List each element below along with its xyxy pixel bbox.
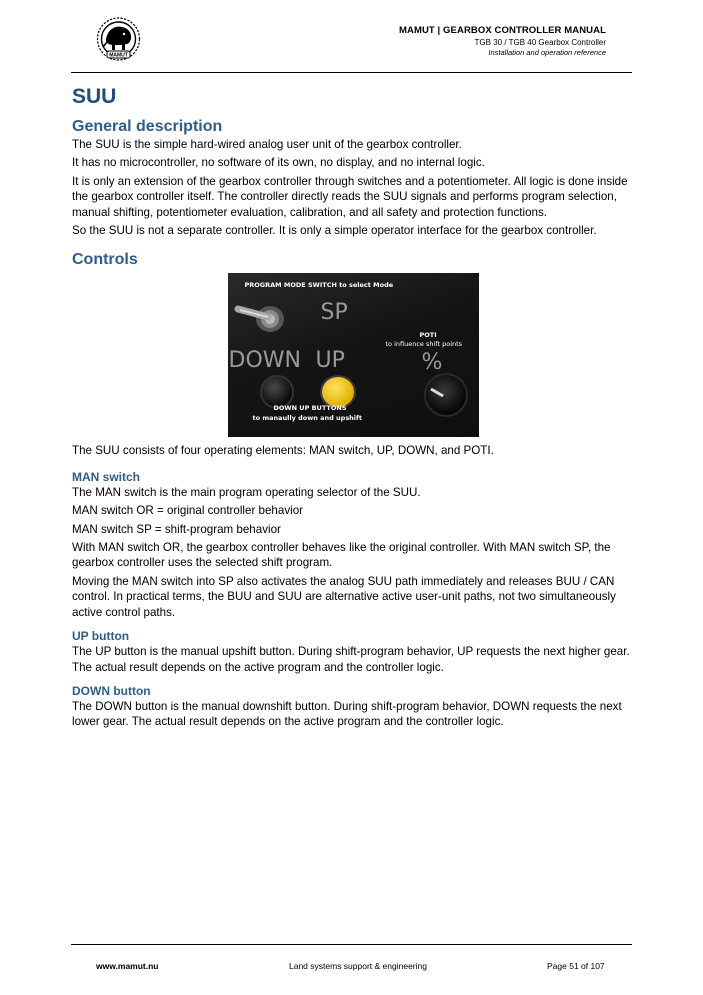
section-heading-down-button: DOWN button xyxy=(72,683,151,698)
header-note: Installation and operation reference xyxy=(488,48,606,57)
footer-page-number: Page 51 of 107 xyxy=(547,961,605,971)
section-heading-up-button: UP button xyxy=(72,629,130,644)
man-switch-paragraph-3: MAN switch SP = shift-program behavior xyxy=(72,522,281,536)
header-divider xyxy=(71,72,632,73)
suu-panel-photo xyxy=(228,273,479,437)
photo-label-up: UP xyxy=(315,348,345,374)
photo-label-buttons: DOWN UP BUTTONS xyxy=(273,404,347,413)
footer-divider xyxy=(71,944,632,945)
footer-center-text: Land systems support & engineering xyxy=(289,961,427,971)
photo-label-poti-desc: to influence shift points xyxy=(385,340,463,349)
general-paragraph-2: It has no microcontroller, no software of its own, no display, and no internal logic. xyxy=(72,156,485,170)
header-subtitle: TGB 30 / TGB 40 Gearbox Controller xyxy=(474,38,606,47)
mamut-logo xyxy=(95,16,142,62)
photo-label-switch: PROGRAM MODE SWITCH to select Mode xyxy=(244,281,394,290)
down-button-paragraph: The DOWN button is the manual downshift button. During shift-program behavior, DOWN requests the next lower gear. The actual result depends on the active program and the controller logic. xyxy=(72,699,622,729)
poti-knob-photo xyxy=(424,373,468,417)
up-button-paragraph: The UP button is the manual upshift button. During shift-program behavior, UP requests the next higher gear. The actual result depends on the active program and the controller logic. xyxy=(72,645,630,674)
footer-website: www.mamut.nu xyxy=(96,961,159,971)
photo-label-down: DOWN xyxy=(228,348,301,374)
photo-label-poti: POTI xyxy=(419,331,437,340)
photo-label-buttons-desc: to manaully down and upshift xyxy=(252,414,362,423)
section-heading-general: General description xyxy=(72,118,223,135)
header-title: MAMUT | GEARBOX CONTROLLER MANUAL xyxy=(398,25,606,36)
section-heading-man-switch: MAN switch xyxy=(72,469,141,484)
section-heading-controls: Controls xyxy=(72,251,138,269)
logo-text: MAMUT xyxy=(109,52,128,59)
photo-label-percent: % xyxy=(421,350,443,376)
main-content xyxy=(72,84,634,733)
man-switch-paragraph-5: Moving the MAN switch into SP also activates the analog SUU path immediately and releases BUU / CAN control. In practical terms, the BUU and SUU are alternative active user-unit paths, not two simultaneously active control paths. xyxy=(72,574,616,619)
page-title: SUU xyxy=(72,85,117,108)
controls-intro: The SUU consists of four operating elements: MAN switch, UP, DOWN, and POTI. xyxy=(72,444,494,458)
toggle-switch-icon xyxy=(232,295,292,341)
general-paragraph-3: It is only an extension of the gearbox controller through switches and a potentiometer. All logic is done inside the gearbox controller itself. The controller directly reads the SUU signals and performs program selection, manual shifting, potentiometer evaluation, calibration, and all safety and protection functions. xyxy=(72,174,628,219)
general-paragraph-1: The SUU is the simple hard-wired analog user unit of the gearbox controller. xyxy=(72,138,462,151)
general-paragraph-4: So the SUU is not a separate controller. It is only a simple operator interface for the gearbox controller. xyxy=(72,224,597,238)
photo-label-sp: SP xyxy=(320,300,348,326)
page-header xyxy=(399,25,606,58)
man-switch-paragraph-2: MAN switch OR = original controller behavior xyxy=(72,504,303,518)
man-switch-paragraph-1: The MAN switch is the main program operating selector of the SUU. xyxy=(72,485,421,499)
man-switch-paragraph-4: With MAN switch OR, the gearbox controller behaves like the original controller. With MAN switch SP, the gearbox controller uses the selected shift program. xyxy=(72,541,611,570)
